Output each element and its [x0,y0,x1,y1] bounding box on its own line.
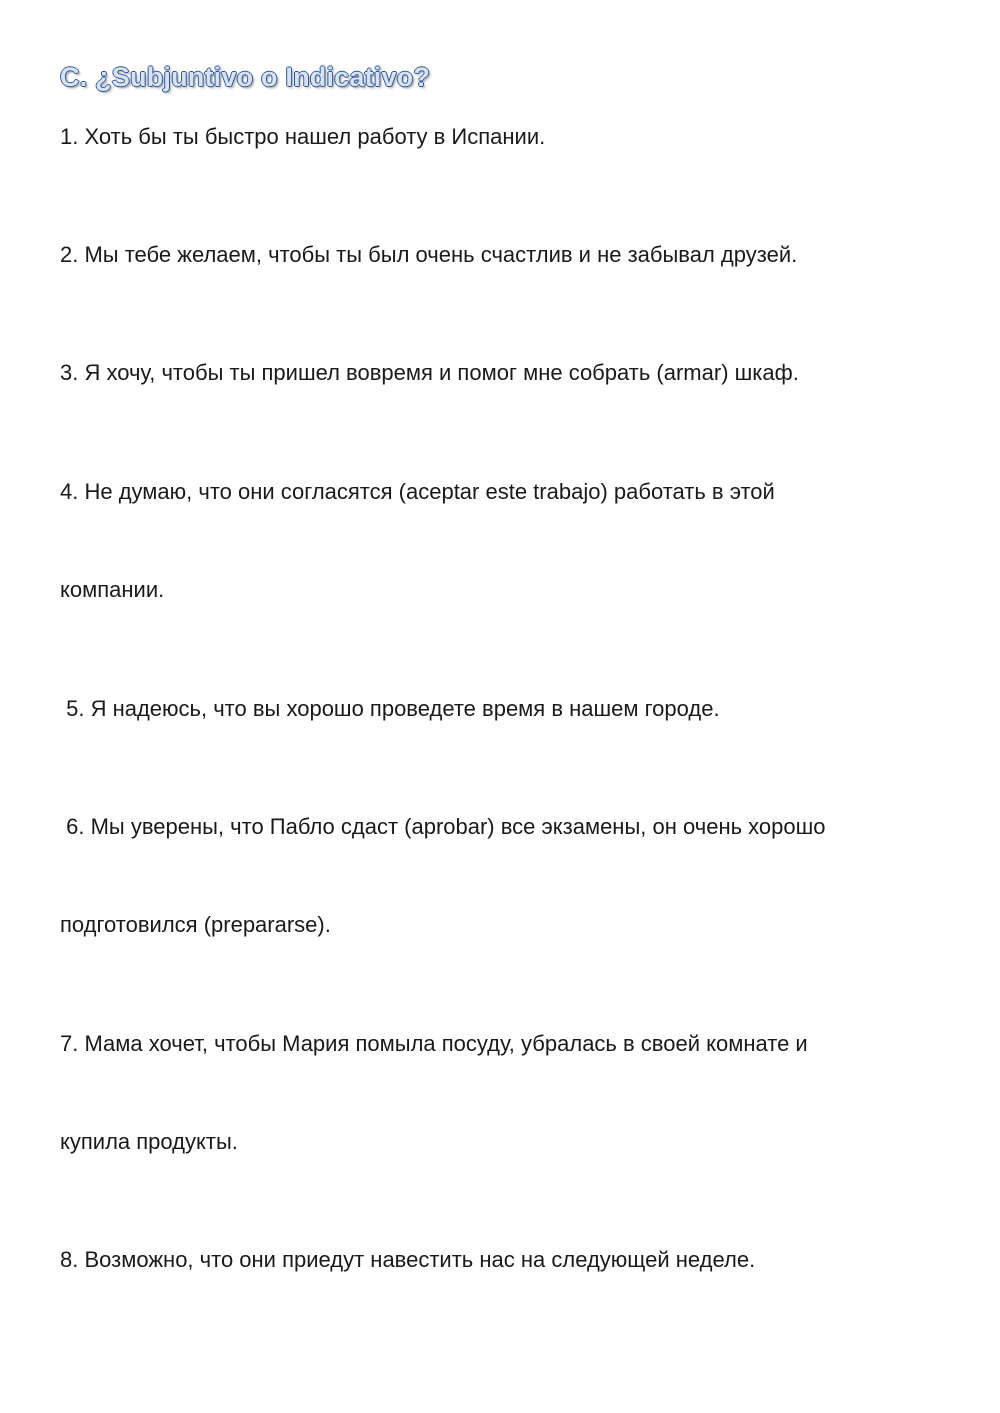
exercise-item-6-continuation: подготовился (prepararse). [60,912,331,937]
exercise-item-1: 1. Хоть бы ты быстро нашел работу в Испании. [60,124,546,149]
exercise-item-7: 7. Мама хочет, чтобы Мария помыла посуду, убралась в своей комнате и [60,1031,808,1056]
exercise-item-6: 6. Мы уверены, что Пабло сдаст (aprobar) все экзамены, он очень хорошо [60,814,826,839]
page-title: C. ¿Subjuntivo o Indicativo? [60,62,431,92]
exercise-item-8: 8. Возможно, что они приедут навестить нас на следующей неделе. [60,1247,756,1272]
exercise-item-4-continuation: компании. [60,577,165,602]
exercise-item-5: 5. Я надеюсь, что вы хорошо проведете время в нашем городе. [60,696,720,721]
exercise-item-2: 2. Мы тебе желаем, чтобы ты был очень счастлив и не забывал друзей. [60,242,798,267]
exercise-item-4: 4. Не думаю, что они согласятся (aceptar este trabajo) работать в этой [60,479,775,504]
exercise-item-3: 3. Я хочу, чтобы ты пришел вовремя и помог мне собрать (armar) шкаф. [60,360,799,385]
exercise-item-7-continuation: купила продукты. [60,1129,238,1154]
